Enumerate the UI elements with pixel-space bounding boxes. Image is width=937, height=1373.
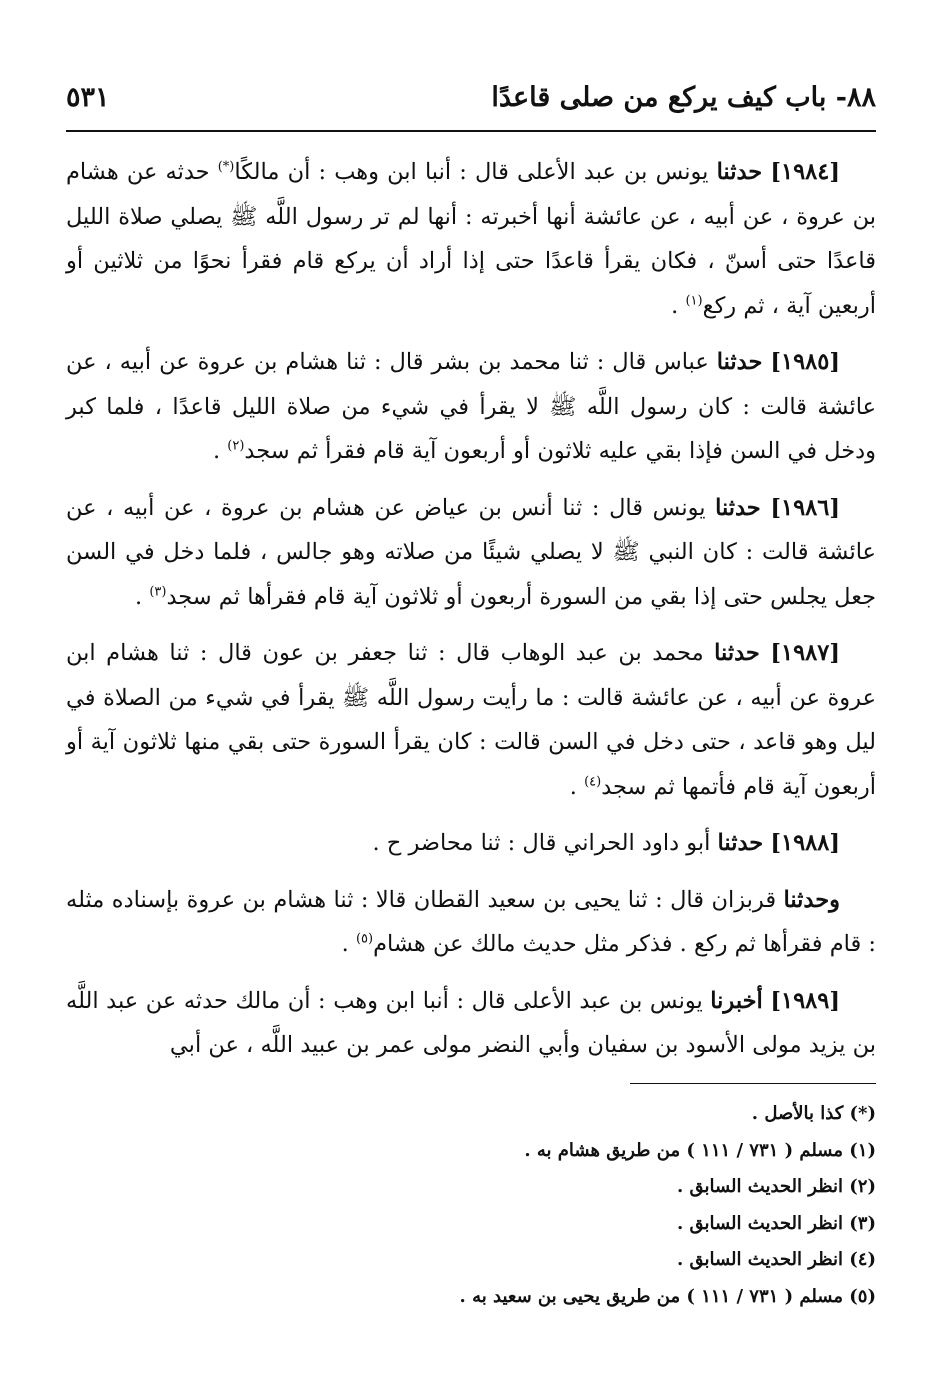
hadith-body: محمد بن عبد الوهاب قال : ثنا جعفر بن عون قال : ثنا هشام ابن عروة عن أبيه ، عن عائشة قالت : ما رأيت رسول اللَّه ﷺ يقرأ في شيء من الصلاة في ليل وهو قاعد ، حتى دخل في السن قالت : كان يقرأ السورة حتى بقي منها ثلاثون آية أو أربعون آية قام فأتمها ثم سجد bbox=[66, 640, 876, 800]
hadith-number: [١٩٨٦] bbox=[770, 494, 841, 521]
hadith-body: حدثه عن هشام بن عروة ، عن أبيه ، عن عائشة أنها أخبرته : أنها لم تر رسول اللَّه ﷺ يصلي صلاة الليل قاعدًا حتى أسنّ ، فكان يقرأ قاعدًا حتى إذا أراد أن يركع قام فقرأ نحوًا من ثلاثين أو أربعين آية ، ثم ركع bbox=[66, 159, 876, 319]
hadith-number: [١٩٨٤] bbox=[770, 159, 840, 185]
hadith-text bbox=[66, 150, 876, 1080]
footnote-marker: (٣) bbox=[149, 584, 167, 599]
hadith-1989 bbox=[66, 979, 876, 1068]
hadith-number: [١٩٨٨] bbox=[770, 830, 840, 856]
hadith-number: [١٩٨٥] bbox=[770, 349, 840, 375]
footnote-item: (٢) انظر الحديث السابق . bbox=[676, 1176, 876, 1197]
footnote-item: (١) مسلم ( ٧٣١ / ١١١ ) من طريق هشام به . bbox=[524, 1139, 876, 1161]
footnote-marker: (٢) bbox=[227, 438, 245, 454]
hadith-body: . bbox=[135, 583, 150, 610]
hadith-1987 bbox=[66, 631, 876, 809]
hadith-body: . bbox=[671, 292, 686, 319]
footnote-divider bbox=[630, 1083, 876, 1084]
hadith-1984 bbox=[66, 150, 876, 328]
footnote-item: (٣) انظر الحديث السابق . bbox=[676, 1212, 876, 1234]
page-header bbox=[66, 76, 876, 132]
footnote-marker: (٤) bbox=[584, 774, 602, 789]
hadith-lead-word: وحدثنا bbox=[783, 886, 840, 913]
hadith-lead-word: حدثنا bbox=[716, 159, 763, 185]
hadith-body: . bbox=[212, 438, 228, 464]
hadith-1985 bbox=[66, 340, 876, 474]
hadith-lead-word: أخبرنا bbox=[710, 987, 763, 1014]
hadith-body: أبو داود الحراني قال : ثنا محاضر ح . bbox=[372, 830, 718, 856]
chapter-title: ٨٨- باب كيف يركع من صلى قاعدًا bbox=[491, 82, 876, 113]
footnote-marker: (١) bbox=[685, 293, 703, 308]
hadith-body: يونس قال : ثنا أنس بن عياض عن هشام بن عروة ، عن أبيه ، عن عائشة قالت : كان النبي ﷺ لا يصلي شيئًا من صلاته وهو جالس ، فلما دخل في السن جعل يجلس حتى إذا بقي من السورة أربعون أو ثلاثون آية قام فقرأها ثم سجد bbox=[66, 494, 876, 610]
page-number: ٥٣١ bbox=[66, 82, 110, 113]
hadith-body: يونس بن عبد الأعلى قال : أنبا ابن وهب : أن مالك حدثه عن عبد اللَّه بن يزيد مولى الأسود بن سفيان وأبي النضر مولى عمر بن عبيد اللَّه ، عن أبي bbox=[66, 987, 876, 1058]
hadith-lead-word: حدثنا bbox=[715, 494, 761, 521]
hadith-body: . bbox=[341, 931, 356, 957]
hadith-body: . bbox=[569, 773, 585, 800]
hadith-1986 bbox=[66, 486, 876, 620]
hadith-number: [١٩٨٧] bbox=[770, 640, 840, 666]
footnote-marker: (*) bbox=[217, 159, 235, 175]
hadith-lead-word: حدثنا bbox=[717, 830, 764, 856]
footnote-marker: (٥) bbox=[355, 931, 374, 947]
footnote-item: (٥) مسلم ( ٧٣١ / ١١١ ) من طريق يحيى بن سعيد به . bbox=[459, 1285, 876, 1307]
footnotes bbox=[66, 1096, 876, 1315]
hadith-body: عباس قال : ثنا محمد بن بشر قال : ثنا هشام بن عروة عن أبيه ، عن عائشة قالت : كان رسول اللَّه ﷺ لا يقرأ في شيء من صلاة الليل قاعدًا ، فلما كبر ودخل في السن فإذا بقي عليه ثلاثون أو أربعون آية قام فقرأ ثم سجد bbox=[66, 349, 876, 464]
hadith-body: يونس بن عبد الأعلى قال : أنبا ابن وهب : أن مالكًا bbox=[234, 159, 717, 185]
hadith-number: [١٩٨٩] bbox=[770, 987, 840, 1014]
hadith-lead-word: حدثنا bbox=[714, 640, 760, 666]
hadith-lead-word: حدثنا bbox=[716, 349, 763, 375]
footnote-item: (٤) انظر الحديث السابق . bbox=[676, 1249, 876, 1270]
footnote-item: (*) كذا بالأصل . bbox=[751, 1103, 876, 1124]
hadith-body: قربزان قال : ثنا يحيى بن سعيد القطان قالا : ثنا هشام بن عروة بإسناده مثله : قام فقرأها ثم ركع . فذكر مثل حديث مالك عن هشام bbox=[66, 886, 876, 957]
hadith-1988-second-chain bbox=[66, 878, 876, 967]
hadith-1988 bbox=[66, 821, 876, 866]
